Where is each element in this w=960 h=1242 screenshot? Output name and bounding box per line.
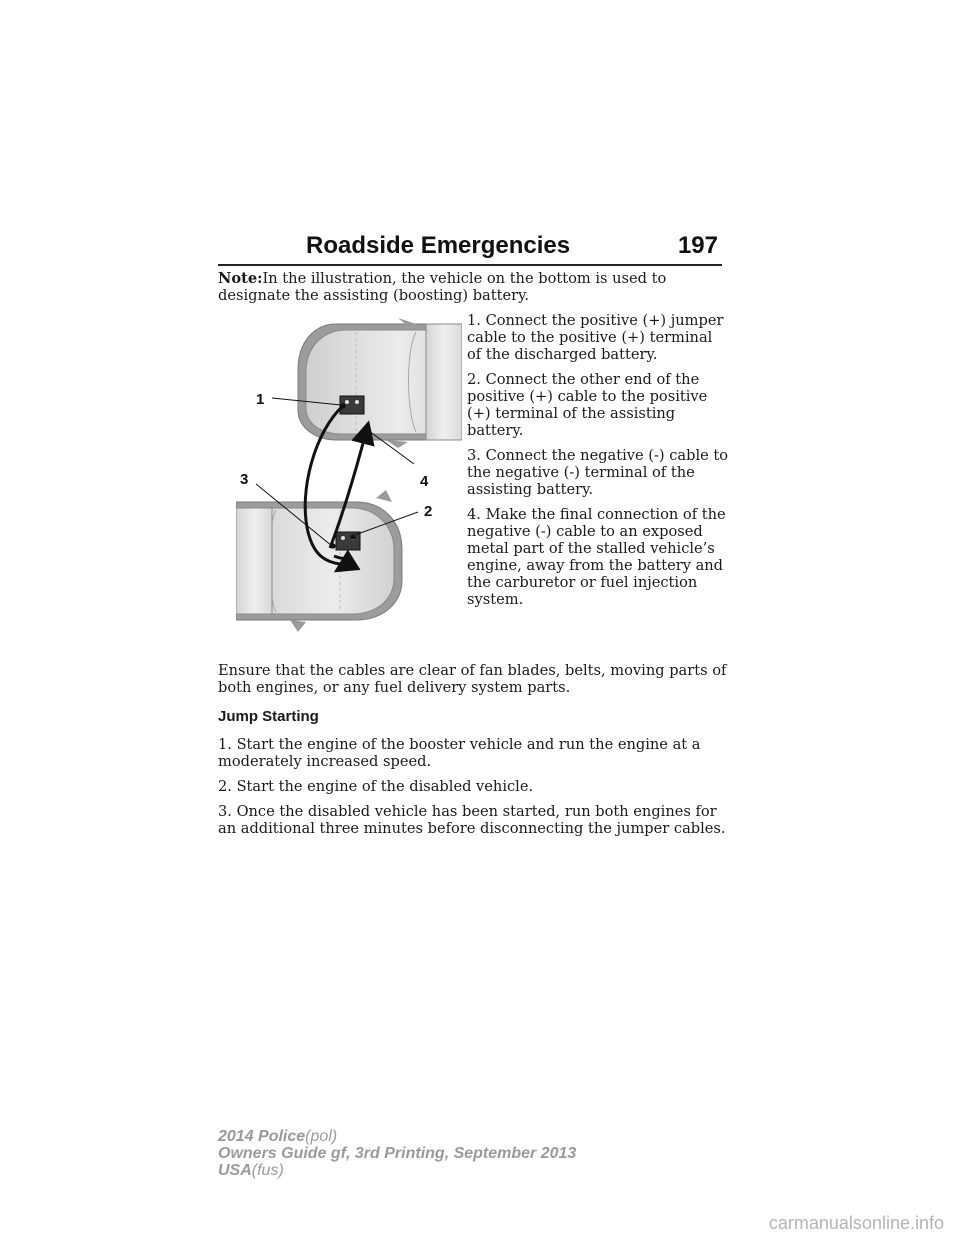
connection-step-1: 1. Connect the positive (+) jumper cable to the positive (+) terminal of the discharged battery. [467,312,724,363]
note-label: Note: [218,270,263,287]
jump-starting-steps [218,736,728,845]
connection-step-3: 3. Connect the negative (-) cable to the negative (-) terminal of the assisting battery. [467,447,729,498]
jump-step-3: 3. Once the disabled vehicle has been started, run both engines for an additional three minutes before disconnecting the jumper cables. [218,803,726,837]
connection-point-2 [350,534,355,539]
footer-line-1 [218,1128,738,1145]
callout-1: 1 [256,391,265,408]
footer-model: 2014 Police [218,1128,306,1145]
jump-step-1: 1. Start the engine of the booster vehicle and run the engine at a moderately increased speed. [218,736,701,770]
footer-model-code: (pol) [305,1128,338,1145]
section-title: Roadside Emergencies [306,232,571,259]
ensure-paragraph: Ensure that the cables are clear of fan blades, belts, moving parts of both engines, or any fuel delivery system parts. [218,662,727,696]
jump-starting-heading: Jump Starting [218,708,319,725]
footer-line-2: Owners Guide gf, 3rd Printing, September 2013 [218,1145,577,1162]
page-footer [218,1128,738,1179]
callout-4: 4 [420,473,429,490]
page-number: 197 [677,232,718,259]
note-paragraph [218,270,728,304]
footer-line-3 [218,1162,738,1179]
footer-market: USA [218,1162,252,1179]
note-text: In the illustration, the vehicle on the bottom is used to designate the assisting (boosting) battery. [218,270,667,304]
connection-point-4 [364,426,369,431]
callout-2: 2 [424,503,433,520]
connection-point-3 [330,543,335,548]
top-vehicle [298,318,462,448]
connection-steps [467,312,729,616]
connection-step-4: 4. Make the final connection of the negative (-) cable to an exposed metal part of the stalled vehicle’s engine, away from the battery and the carburetor or fuel injection system. [467,506,726,608]
footer-market-code: (fus) [251,1162,284,1179]
connection-point-1 [340,403,345,408]
jump-step-2: 2. Start the engine of the disabled vehicle. [218,778,534,795]
jump-start-illustration [236,310,462,640]
callout-3: 3 [240,471,249,488]
watermark: carmanualsonline.info [768,1213,944,1233]
jump-start-diagram [236,310,462,640]
connection-step-2: 2. Connect the other end of the positive (+) cable to the positive (+) terminal of the assisting battery. [467,371,708,439]
page-header [218,232,722,266]
bottom-vehicle [236,490,402,632]
